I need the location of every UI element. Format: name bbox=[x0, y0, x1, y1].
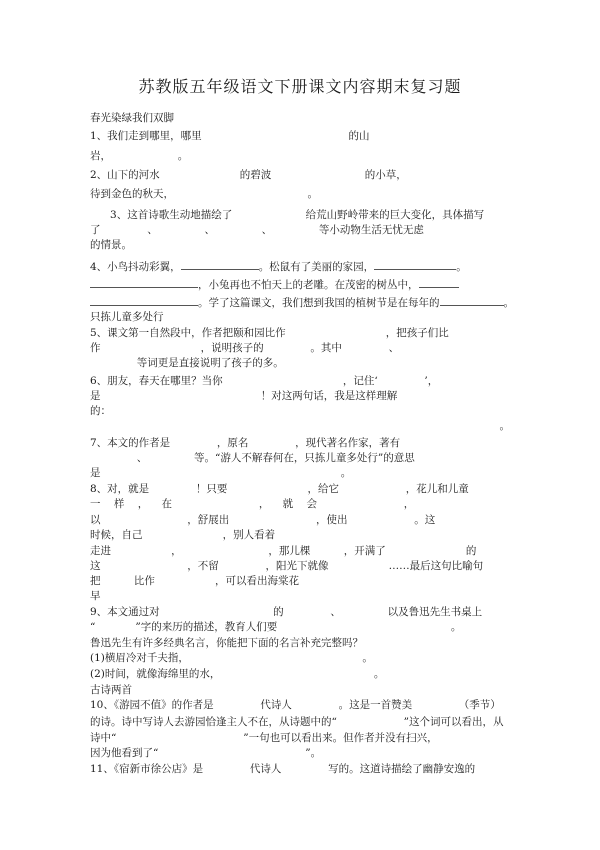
question-line: 是 。 bbox=[90, 467, 352, 479]
question-line: “ ”字的来历的描述，教育人们要 。 bbox=[90, 621, 462, 633]
question-line: 6、朋友，春天在哪里？当你 ，记住‘ ’， bbox=[90, 375, 439, 387]
question-line: 因为他看到了“ ”。 bbox=[90, 747, 322, 759]
question-line: 一 样 ， 在 ， 就 会 ， bbox=[90, 498, 415, 510]
question-line: (2)时间，就像海绵里的水， 。 bbox=[90, 668, 385, 680]
question-line: 走进 ， ，那儿棵 ，开满了 的 bbox=[90, 545, 477, 557]
line-text: 。松鼠有了美丽的家园， bbox=[258, 261, 375, 273]
answer-blank bbox=[374, 259, 456, 270]
answer-blank bbox=[181, 259, 259, 270]
page-title: 苏教版五年级语文下册课文内容期末复习题 bbox=[138, 77, 462, 96]
answer-blank bbox=[440, 295, 504, 306]
question-line bbox=[90, 277, 459, 292]
answer-blank bbox=[90, 295, 198, 306]
question-line: 11、《宿新市徐公店》是 代诗人 写的。这道诗描绘了幽静安逸的 bbox=[90, 763, 476, 775]
question-line: 早 bbox=[90, 590, 101, 602]
line-text: 。 bbox=[503, 297, 514, 309]
question-line: 8、对，就是 ！只要 ，给它 ，花儿和儿童 bbox=[90, 483, 469, 495]
question-line: 2、山下的河水 的碧波 的小草， bbox=[90, 169, 407, 181]
answer-blank bbox=[419, 277, 459, 288]
question-line: (1)横眉冷对千夫指， 。 bbox=[90, 652, 373, 664]
answer-blank bbox=[90, 277, 198, 288]
question-line: 这 ，不留 ，阳光下就像 ……最后这句比喻句 bbox=[90, 560, 484, 572]
question-line: 作 ，说明孩子的 。其中 、 bbox=[90, 342, 400, 354]
question-line: 岩， 。 bbox=[90, 150, 189, 162]
question-line bbox=[90, 295, 514, 310]
question-line: 10、《游园不值》的作者是 代诗人 。这是一首赞美 （季节） bbox=[90, 699, 501, 711]
line-text: 4、小鸟抖动彩翼， bbox=[90, 261, 181, 273]
question-line: 7、本文的作者是 ，原名 ，现代著名作家，著有 bbox=[90, 437, 401, 449]
question-line: 以 ，舒展出 ，使出 。这 bbox=[90, 514, 436, 526]
question-line: 3、这首诗歌生动地描绘了 给荒山野岭带来的巨大变化，具体描写 bbox=[90, 209, 485, 221]
question-line: 5、课文第一自然段中，作者把颐和园比作 ，把孩子们比 bbox=[90, 327, 449, 339]
line-text: ，小兔再也不怕天上的老雕。在茂密的树丛中， bbox=[198, 279, 419, 291]
question-line: 、 等。“游人不解春何在，只拣儿童多处行”的意思 bbox=[90, 452, 415, 464]
question-line: 。 bbox=[499, 420, 510, 432]
question-line: 1、我们走到哪里，哪里 的山 bbox=[90, 130, 370, 142]
question-line: 鲁迅先生有许多经典名言，你能把下面的名言补充完整吗？ bbox=[90, 637, 363, 649]
question-line: 了 、 、 、 等小动物生活无忧无虑 bbox=[90, 224, 424, 236]
section-heading: 春光染绿我们双脚 bbox=[90, 112, 174, 124]
section-heading: 只拣儿童多处行 bbox=[90, 311, 164, 323]
question-line: 待到金色的秋天， 。 bbox=[90, 188, 319, 200]
question-line: 的诗。诗中写诗人去游园恰逢主人不在，从诗题中的“ ”这个词可以看出，从 bbox=[90, 716, 504, 728]
question-line: 的： bbox=[90, 405, 111, 417]
question-line: 是 ！对这两句话，我是这样理解 bbox=[90, 390, 398, 402]
line-text: 。学了这篇课文，我们想到我国的植树节是在每年的 bbox=[198, 297, 440, 309]
question-line: 时候，自己 ，别人看着 bbox=[90, 529, 276, 541]
question-line: 诗中“ ”一句也可以看出来。但作者并没有扫兴， bbox=[90, 732, 438, 744]
question-line: 把 比作 ，可以看出海棠花 bbox=[90, 575, 299, 587]
question-line: 的情景。 bbox=[90, 239, 132, 251]
line-text: 。 bbox=[456, 261, 467, 273]
question-line: 等词更是直接说明了孩子的多。 bbox=[90, 357, 284, 369]
section-heading: 古诗两首 bbox=[90, 684, 132, 696]
question-line: 9、本文通过对 的 、 以及鲁迅先生书桌上 bbox=[90, 606, 483, 618]
question-line bbox=[90, 259, 467, 274]
